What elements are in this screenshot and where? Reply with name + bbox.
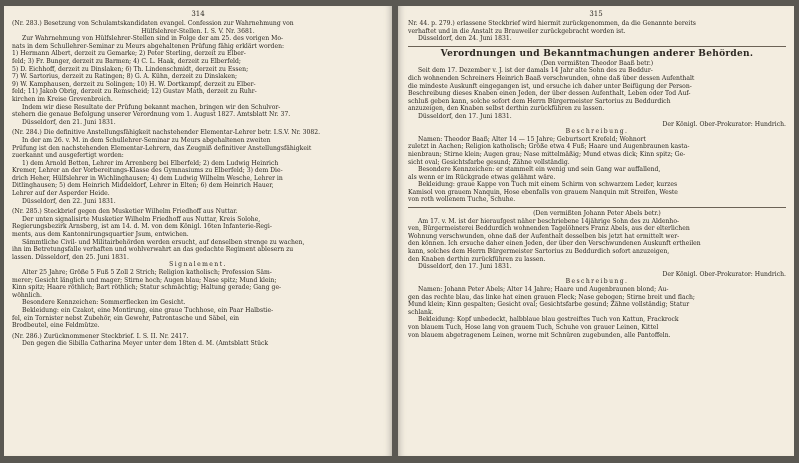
- text-line: (Den vermißten Theodor Baaß betr.): [540, 59, 654, 67]
- text-line: kann, solches dem Herrn Bürgermeister Sartorius zu Beddurdich sofort anzuzeigen,: [408, 248, 670, 256]
- text-line: Nr. 44. p. 279.) erlassene Steckbrief wird hiermit zurückgenommen, da die Genannte bereits: [408, 20, 696, 27]
- text-line: verhaftet und in die Anstalt zu Brauweiler zurückgebracht worden ist.: [408, 27, 626, 35]
- text-line: ihn im Betretungsfalle verhaften und wohlverwahrt an das gedachte Regiment ablesern zu: [12, 246, 294, 254]
- text-line: Düsseldorf, den 17. Juni 1831.: [418, 263, 512, 271]
- text-line: als wenn er im Rückgrade etwas gelähmt wäre.: [408, 173, 556, 181]
- text-line: (Nr. 285.) Steckbrief gegen den Musketier Wilhelm Friedhoff aus Nuttar.: [12, 208, 238, 216]
- left-text-column: [12, 20, 384, 348]
- left-page: [4, 6, 392, 456]
- text-line: Prüfung ist den nachstehenden Elementar-Lehrern, das Zeugniß definitiver Anstellungsfähigkeit: [12, 144, 312, 152]
- text-line: feld; 11) Jakob Obrig, derzeit zu Remscheid; 12) Gustav Math, derzeit zu Ruhr-: [12, 88, 257, 96]
- text-line: Beschreibung.: [565, 128, 629, 136]
- text-line: 1) dem Arnold Betten, Lehrer im Arrenberg bei Elberfeld; 2) dem Ludwig Heinrich: [22, 159, 279, 167]
- text-line: Kremer, Lehrer an der Vorbereitungs-Klasse des Gymnasiums zu Elberfeld; 3) dem Die-: [12, 167, 283, 175]
- text-line: den Knaben derthin zurückführen zu lassen.: [408, 255, 546, 263]
- page-number: 315: [589, 10, 603, 18]
- text-line: In der am 26. v. M. in dem Schullehrer-Seminar zu Meurs abgehaltenen zweiten: [22, 136, 271, 144]
- text-line: den können. Ich ersuche daher einen Jeden, der über den Verschwundenen Auskunft ertheilen: [408, 240, 701, 248]
- text-line: von blauem abgetragenem Leinen, worne mit Schnüren zugebunden, alle Pantoffeln.: [408, 331, 671, 339]
- text-line: sicht oval; Gesichtsfarbe gesund; Zähne vollständig.: [408, 158, 570, 166]
- text-line: Kamisol von grauem Nanquin, Hose ebenfalls von grauem Nanquin mit Streifen, Weste: [408, 188, 678, 196]
- text-line: (Nr. 284.) Die definitive Anstellungsfähigkeit nachstehender Elementar-Lehrer betr. I.S.V. Nr. 3082.: [12, 129, 321, 137]
- text-line: anzuzeigen, den Knaben selbst derthin zurückführen zu lassen.: [408, 105, 605, 113]
- text-line: Der unten signalisirte Musketier Wilhelm Friedhoff aus Nuttar, Kreis Solohe,: [22, 215, 261, 223]
- text-line: Düsseldorf, den 17. Juni 1831.: [418, 112, 512, 120]
- text-line: Lehrer auf der Asperder Heide.: [12, 190, 110, 198]
- text-line: gen das rechte blau, das linke hat einen grauen Fleck; Nase gebogen; Stirne breit und flach;: [408, 293, 695, 301]
- text-line: Der Königl. Ober-Prokurator: Hundrich.: [662, 120, 786, 128]
- section-heading: Verordnungen und Bekanntmachungen anderer Behörden.: [440, 48, 754, 59]
- text-line: Wohnung verschwunden, ohne daß der Aufenthalt desselben bis jetzt hat ermittelt wer-: [408, 232, 680, 240]
- text-line: Den gegen die Sibilla Catharina Meyer unter dem 18ten d. M. (Amtsblatt Stück: [22, 340, 269, 348]
- text-line: die mindeste Auskunft eingegangen ist, und ersuche ich daher unter Beifügung der Person-: [408, 82, 692, 90]
- page-number: 314: [191, 10, 205, 18]
- text-line: Besondere Kennzeichen: er stammelt ein wenig und sein Gang war auffallend,: [418, 166, 661, 174]
- text-line: 7) W. Sartorius, derzeit zu Ratingen; 8) G. A. Kühn, derzeit zu Dinslaken;: [12, 73, 238, 81]
- text-line: nats in dem Schullehrer-Seminar zu Meurs abgehaltenen Prüfung fähig erklärt worden:: [12, 42, 285, 50]
- text-line: Ditlinghausen; 5) dem Heinrich Middeldorf, Lehrer in Elten; 6) dem Heinrich Hauer,: [12, 182, 274, 190]
- text-line: Bekleidung: graue Kappe von Tuch mit einem Schirm von schwarzem Leder, kurzes: [418, 181, 678, 189]
- text-line: Düsseldorf, den 21. Juni 1831.: [22, 118, 116, 126]
- text-line: wöhnlich.: [12, 291, 42, 299]
- text-line: 1) Hermann Albert, derzeit zu Gemarke; 2) Peter Sterling, derzeit zu Elber-: [12, 50, 246, 58]
- text-line: schluß geben kann, solche sofort dem Herrn Bürgermeister Sartorius zu Beddurdich: [408, 97, 671, 105]
- text-line: (Nr. 286.) Zurücknommener Steckbrief. I. S. II. Nr. 2417.: [12, 332, 189, 340]
- text-line: fel, ein Tornister nebst Zubehör, ein Gewehr, Patrontasche und Säbel, ein: [12, 314, 240, 322]
- text-line: Beschreibung.: [565, 278, 629, 286]
- text-line: feld; 3) Fr. Bunger, derzeit zu Barmen; 4) C. L. Haak, derzeit zu Elberfeld;: [12, 57, 241, 65]
- text-line: Der Königl. Ober-Prokurator: Hundrich.: [662, 270, 786, 278]
- text-line: Bekleidung: Kopf unbedeckt, halbblaue blau gestreiftes Tuch von Kattun, Frackrock: [418, 316, 679, 324]
- text-line: merer; Gesicht länglich und mager; Stirne hoch; Augen blau; Nase spitz; Mund klein;: [12, 276, 277, 284]
- text-line: Seit dem 17. Dezember v. J. ist der damals 14 Jahr alte Sohn des zu Beddur-: [418, 67, 653, 75]
- text-line: von roth wollenem Tuche, Schuhe.: [408, 196, 516, 204]
- text-line: lassen. Düsseldorf, den 25. Juni 1831.: [12, 253, 129, 261]
- text-line: ments, aus dem Kantonnirungsquartier Jsum, entwichen.: [12, 231, 189, 239]
- text-line: schlank.: [408, 308, 434, 316]
- text-line: nienbraun; Stirne klein; Augen grau; Nase mittelmäßig; Mund etwas dick; Kinn spitz; Ge-: [408, 150, 686, 158]
- text-line: dich wohnenden Schreiners Heinrich Baaß verschwunden, ohne daß über dessen Aufenthalt: [408, 74, 695, 82]
- text-line: zuletzt in Aachen; Religion katholisch; Größe etwa 4 Fuß; Haare und Augenbraunen kasta-: [408, 143, 690, 151]
- text-line: Brodbeutel, eine Feldmütze.: [12, 322, 100, 330]
- text-line: Bekleidung: ein Czakot, eine Montirung, eine graue Tuchhose, ein Paar Halbstie-: [22, 306, 274, 314]
- right-page: [398, 6, 794, 456]
- text-line: Namen: Johann Peter Abels; Alter 14 Jahre; Haare und Augenbraunen blond; Au-: [418, 286, 669, 293]
- text-line: Hülfslehrer-Stellen. I. S. V. Nr. 3681.: [141, 27, 255, 35]
- text-line: Kinn spitz; Haare röthlich; Bart röthlich; Statur schmächtig; Haltung gerade; Gang ge-: [12, 284, 282, 292]
- text-line: 5) D. Eichhoff, derzeit zu Dinslaken; 6) Th. Lindenschmidt, derzeit zu Essen;: [12, 65, 249, 73]
- text-line: 9) W. Kamphausen, derzeit zu Solingen; 10) H. W. Dortkampf, derzeit zu Elber-: [12, 80, 256, 88]
- text-line: Signalement.: [169, 261, 227, 269]
- section-divider: [408, 207, 786, 208]
- text-line: kirchen im Kreise Grevenbroich.: [12, 95, 113, 103]
- text-line: (Den vermißten Johann Peter Abels betr.): [533, 210, 661, 218]
- text-line: Beschreibung dieses Knaben einen Jeden, der über dessen Aufenthalt, Leben oder Tod Auf-: [408, 90, 691, 98]
- text-line: (Nr. 283.) Besetzung von Schulamtskandidaten evangel. Confession zur Wahrnehmung von: [12, 20, 294, 27]
- text-line: Düsseldorf, den 24. Juni 1831.: [418, 35, 512, 43]
- text-line: zuerkannt und ausgefertigt worden:: [12, 152, 124, 160]
- text-line: von blauem Tuch, Hose lang von grauem Tuch, Schuhe von grauer Leinen, Kittel: [408, 323, 659, 331]
- right-text-column: [408, 20, 786, 339]
- text-line: ven, Bürgermeisterei Beddurdich wohnenden Tagelöhners Franz Abels, aus der elterlichen: [408, 225, 690, 233]
- text-line: Zur Wahrnehmung von Hülfslehrer-Stellen sind in Folge der am 25. des vorigen Mo-: [22, 35, 284, 43]
- text-line: Namen: Theodor Baaß; Alter 14 — 15 Jahre; Geburtsort Krefeld; Wohnort: [418, 135, 646, 143]
- text-line: Düsseldorf, den 22. Juni 1831.: [22, 197, 116, 205]
- text-line: Am 17. v. M. ist der hieraufgest näher beschriebene 14jährige Sohn des zu Aldenho-: [418, 217, 680, 225]
- text-line: Regierungsbezirk Arnsberg, ist am 14. d. M. von dem Königl. 16ten Infanterie-Regi-: [12, 223, 272, 231]
- text-line: Mund klein; Kinn gespalten; Gesicht oval; Gesichtsfarbe gesund; Zähne vollständig; Statur: [408, 301, 690, 309]
- text-line: Alter 25 Jahre; Größe 5 Fuß 5 Zoll 2 Strich; Religion katholisch; Profession Säm-: [22, 269, 272, 276]
- section-divider: [408, 46, 786, 47]
- text-line: Besondere Kennzeichen: Sommerflecken im Gesicht.: [22, 299, 186, 307]
- text-line: Sämmtliche Civil- und Militairbehörden werden ersucht, auf denselben strenge zu wachen,: [22, 238, 305, 246]
- text-line: drich Heher, Hülfslehrer in Wichlinghausen; 4) dem Ludwig Wilhelm Wesche, Lehrer in: [12, 174, 283, 182]
- text-line: Indem wir diese Resultate der Prüfung bekannt machen, bringen wir den Schulvor-: [22, 103, 281, 111]
- text-line: stehern die genaue Befolgung unserer Verordnung vom 1. August 1827. Amtsblatt Nr. 37.: [12, 111, 291, 119]
